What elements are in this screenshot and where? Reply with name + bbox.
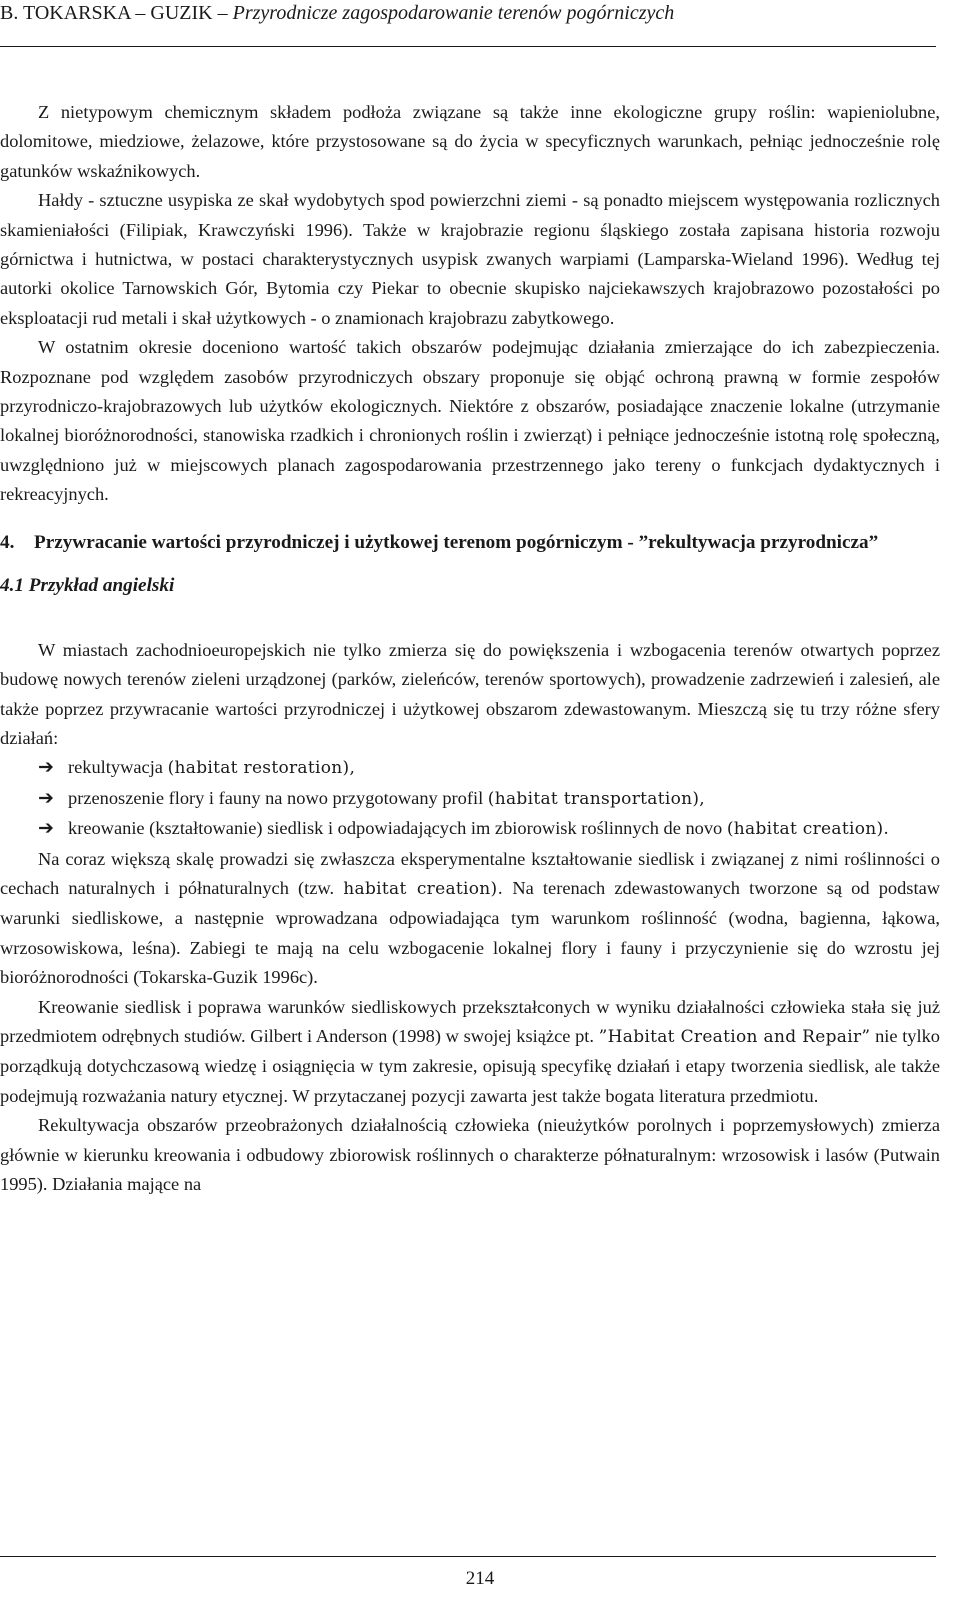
list-item-english: (habitat creation). [726, 819, 890, 840]
paragraph: Rekultywacja obszarów przeobrażonych działalnością człowieka (nieużytków porolnych i poprzemysłowych) zmierza głównie w kierunku kreowania i odbudowy zbiorowisk roślinnych o charakterze półnaturalnym: wrzosowisk i lasów (Putwain 1995). Działania mające na [0, 1115, 940, 1194]
list-item-text: rekultywacja [68, 757, 168, 778]
header-author: B. TOKARSKA – GUZIK – [0, 2, 233, 24]
paragraph: Z nietypowym chemicznym składem podłoża związane są także inne ekologiczne grupy roślin: wapieniolubne, dolomitowe, miedziowe, żelazowe, które przystosowane są do życia w specyficznych warunkach, pełniąc jednocześnie rolę gatunków wskaźnikowych. [0, 102, 940, 181]
section-heading [0, 528, 940, 557]
paragraph: W ostatnim okresie doceniono wartość takich obszarów podejmując działania zmierzające do ich zabezpieczenia. Rozpoznane pod względem zasobów przyrodniczych obszary proponuje się objąć ochroną prawną w formie zespołów przyrodniczo-krajobrazowych lub użytków ekologicznych. Niektóre z obszarów, posiadające znaczenie lokalne (utrzymanie lokalnej bioróżnorodności, stanowiska rzadkich i chronionych roślin i zwierząt) i pełniące jednocześnie istotną rolę społeczną, uwzględniono już w miejscowych planach zagospodarowania przestrzennego jako tereny o funkcjach dydaktycznych i rekreacyjnych. [0, 337, 940, 505]
list-item-english: (habitat transportation), [487, 788, 705, 809]
paragraph-english-term: habitat creation). [343, 878, 504, 899]
body-text [0, 98, 940, 1199]
header-rule [0, 46, 936, 47]
spacer [0, 600, 940, 636]
list-item [38, 784, 940, 814]
paragraph: Hałdy - sztuczne usypiska ze skał wydobytych spod powierzchni ziemi - są ponadto miejscem występowania rozlicznych skamieniałości (Filipiak, Krawczyński 1996). Także w krajobrazie regionu śląskiego została zapisana historia rozwoju górnictwa i hutnictwa, w postaci charakterystycznych usypisk zwanych warpiami (Lamparska-Wieland 1996). Według tej autorki okolice Tarnowskich Gór, Bytomia czy Piekar to obecnie skupisko najciekawszych krajobrazowo pozostałości po eksploatacji rud metali i skał użytkowych - o znamionach krajobrazu zabytkowego. [0, 190, 940, 328]
paragraph-book-title: ”Habitat Creation and Repair” [598, 1026, 871, 1047]
section-number: 4. [0, 531, 15, 553]
list-item [38, 753, 940, 783]
running-header [0, 0, 940, 26]
paragraph-text: Kreowanie siedlisk i poprawa warunków siedliskowych przekształconych w wyniku działalności człowieka stała się już przedmiotem odrębnych studiów. Gilbert i Anderson (1998) w swojej książce pt. [0, 996, 940, 1046]
subsection-heading: 4.1 Przykład angielski [0, 574, 175, 596]
list-item-text: kreowanie (kształtowanie) siedlisk i odpowiadających im zbiorowisk roślinnych de novo [68, 818, 727, 839]
section-title: Przywracanie wartości przyrodniczej i użytkowej terenom pogórniczym - ”rekultywacja przyrodnicza” [34, 531, 879, 553]
paragraph [0, 993, 940, 1112]
arrow-right-icon: ➔ [38, 786, 54, 809]
paragraph-text: nie tylko porządkują dotychczasową wiedzę i osiągnięcia w tym zakresie, opisują specyfikę działań i etapy tworzenia siedlisk, ale także podejmują rozważania natury etycznej. W przytaczanej pozycji zawarta jest także bogata literatura przedmiotu. [0, 1025, 941, 1106]
list-item-text: przenoszenie flory i fauny na nowo przygotowany profil [68, 787, 488, 808]
footer-rule [0, 1556, 936, 1557]
actions-list [0, 753, 940, 844]
page-number: 214 [465, 1568, 495, 1589]
arrow-right-icon: ➔ [38, 817, 54, 840]
paragraph-text: Na coraz większą skalę prowadzi się zwłaszcza eksperymentalne kształtowanie siedlisk i związanej z nimi roślinności o cechach naturalnych i półnaturalnych (tzw. [0, 848, 940, 898]
list-item [38, 814, 940, 844]
paragraph [0, 845, 940, 993]
paragraph-text: Na terenach zdewastowanych tworzone są od podstaw warunki siedliskowe, a następnie wprowadzana odpowiadająca tym warunkom roślinność (wodna, bagienna, łąkowa, wrzosowiskowa, leśna). Zabiegi te mają na celu wzbogacenie lokalnej flory i fauny i przyczynienie się do wzrostu jej bioróżnorodności (Tokarska-Guzik 1996c). [0, 877, 941, 988]
list-item-english: (habitat restoration), [167, 758, 356, 779]
header-title: Przyrodnicze zagospodarowanie terenów pogórniczych [232, 2, 675, 24]
arrow-right-icon: ➔ [38, 756, 54, 779]
paragraph: W miastach zachodnioeuropejskich nie tylko zmierza się do powiększenia i wzbogacenia terenów otwartych poprzez budowę nowych terenów zieleni urządzonej (parków, zieleńców, terenów sportowych), prowadzenie zadrzewień i zalesień, ale także poprzez przywracanie wartości przyrodniczej i użytkowej obszarom zdewastowanym. Mieszczą się tu trzy różne sfery działań: [0, 639, 940, 748]
